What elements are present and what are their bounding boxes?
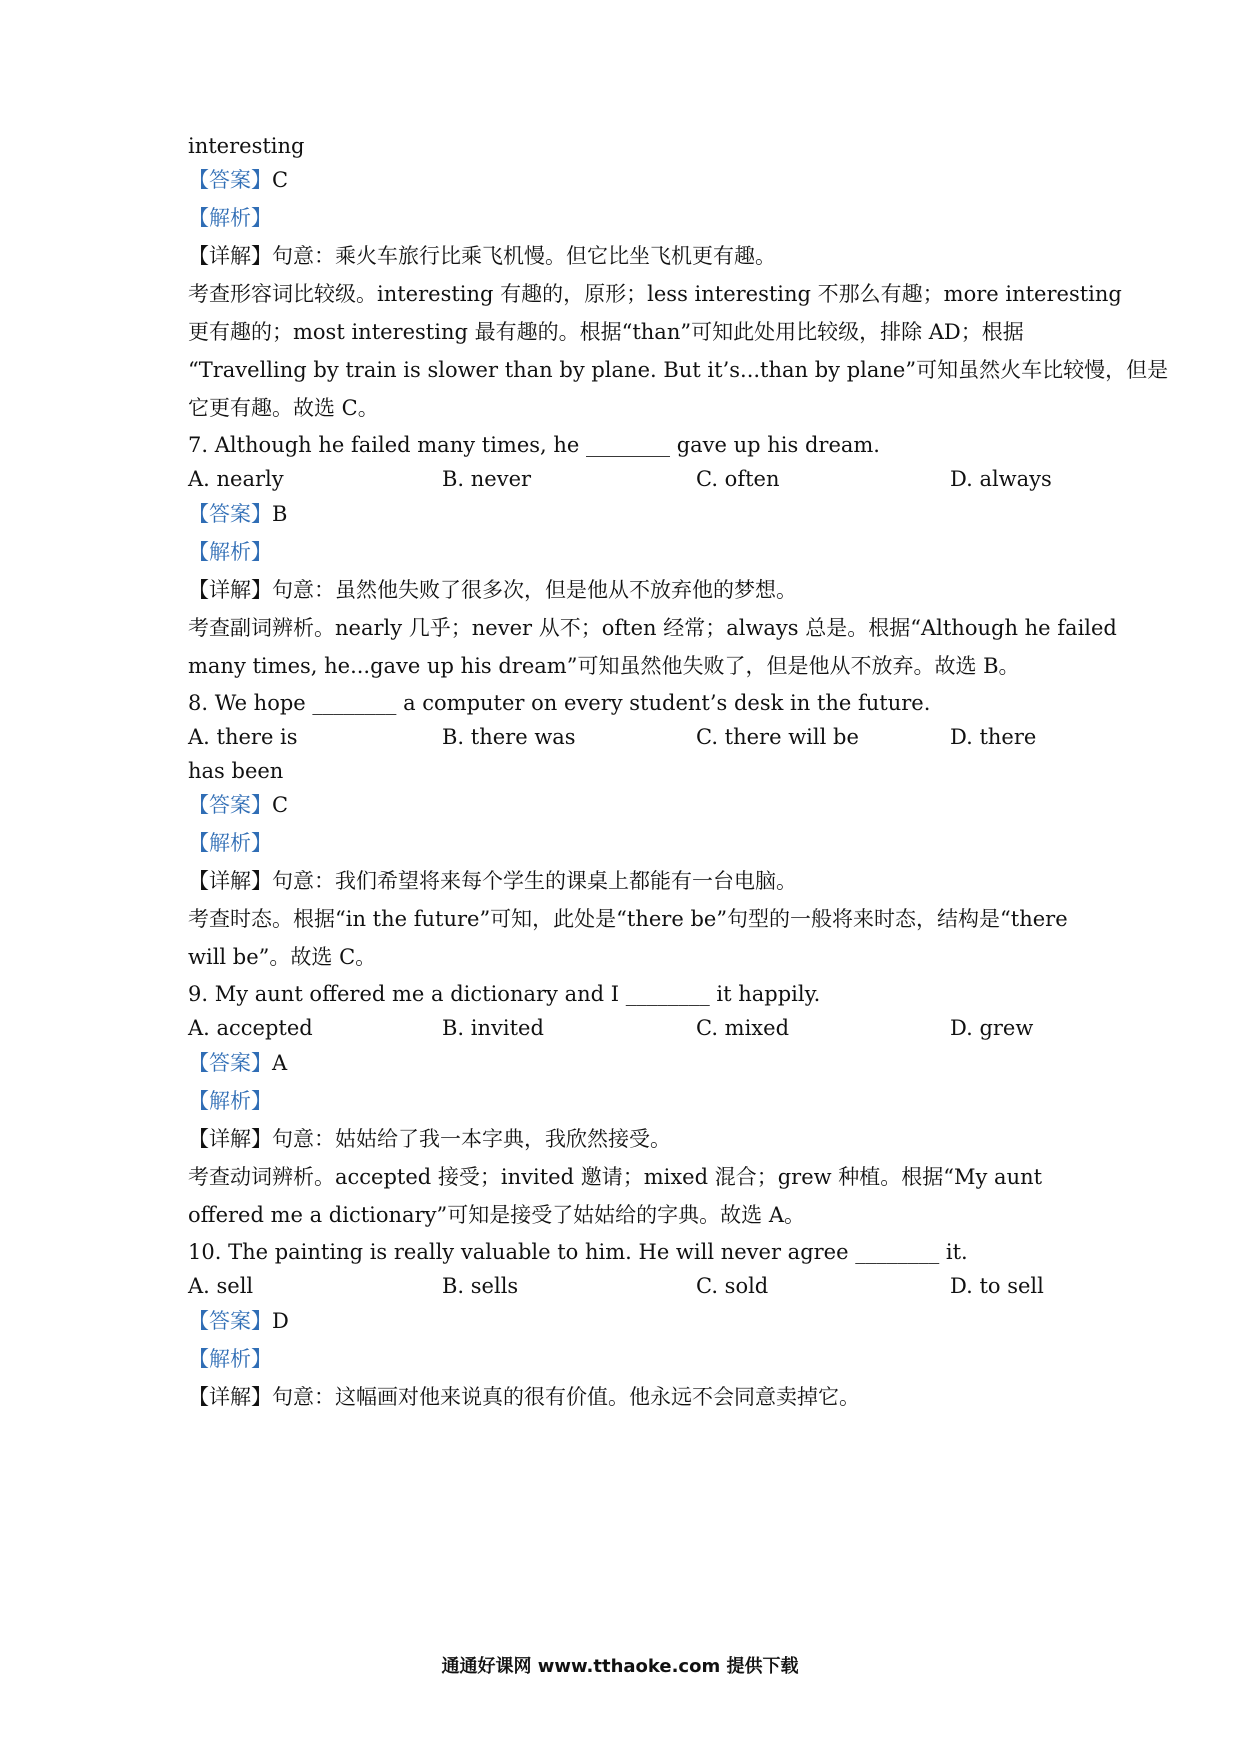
- q10-option-b: B. sells: [442, 1274, 519, 1298]
- q7-detail: 【详解】句意：虽然他失败了很多次，但是他从不放弃他的梦想。: [188, 578, 797, 602]
- answer-value: C: [272, 168, 289, 192]
- q10-stem: 10. The painting is really valuable to him. He will never agree ________ it.: [188, 1240, 968, 1264]
- q8-option-a: A. there is: [188, 725, 298, 749]
- q10-detail: 【详解】句意：这幅画对他来说真的很有价值。他永远不会同意卖掉它。: [188, 1385, 860, 1409]
- q7-option-a: A. nearly: [188, 467, 284, 491]
- q8-option-d-wrap: has been: [188, 759, 284, 783]
- q8-explanation-line: will be”。故选 C。: [188, 945, 377, 969]
- q6-option-continuation: interesting: [188, 134, 305, 158]
- q8-analysis-tag: 【解析】: [188, 831, 272, 855]
- q7-explanation-line: 考查副词辨析。nearly 几乎；never 从不；often 经常；always 总是。根据“Although he failed: [188, 616, 1117, 640]
- q6-explanation-line: 考查形容词比较级。interesting 有趣的，原形；less interesting 不那么有趣；more interesting: [188, 282, 1122, 306]
- q8-option-c: C. there will be: [696, 725, 859, 749]
- q7-explanation-line: many times, he...gave up his dream”可知虽然他失败了，但是他从不放弃。故选 B。: [188, 654, 1020, 678]
- q6-explanation-line: 它更有趣。故选 C。: [188, 396, 379, 420]
- q6-explanation-line: 更有趣的；most interesting 最有趣的。根据“than”可知此处用比较级，排除 AD；根据: [188, 320, 1024, 344]
- q9-stem: 9. My aunt offered me a dictionary and I ________ it happily.: [188, 982, 821, 1006]
- q9-answer: 【答案】A: [188, 1051, 288, 1075]
- q7-option-b: B. never: [442, 467, 532, 491]
- q9-analysis-tag: 【解析】: [188, 1089, 272, 1113]
- q7-option-d: D. always: [950, 467, 1052, 491]
- q9-option-c: C. mixed: [696, 1016, 790, 1040]
- q9-option-d: D. grew: [950, 1016, 1034, 1040]
- page-footer: 通通好课网 www.tthaoke.com 提供下载: [441, 1656, 799, 1677]
- q9-explanation-line: offered me a dictionary”可知是接受了姑姑给的字典。故选 A。: [188, 1203, 806, 1227]
- q6-analysis-tag: 【解析】: [188, 206, 272, 230]
- q6-explanation-line: “Travelling by train is slower than by plane. But it’s...than by plane”可知虽然火车比较慢，但是: [188, 358, 1169, 382]
- q10-option-d: D. to sell: [950, 1274, 1044, 1298]
- q7-option-c: C. often: [696, 467, 780, 491]
- q7-answer: 【答案】B: [188, 502, 288, 526]
- q6-detail: 【详解】句意：乘火车旅行比乘飞机慢。但它比坐飞机更有趣。: [188, 244, 776, 268]
- q8-stem: 8. We hope ________ a computer on every student’s desk in the future.: [188, 691, 931, 715]
- answer-tag: 【答案】: [188, 168, 272, 192]
- q9-detail: 【详解】句意：姑姑给了我一本字典，我欣然接受。: [188, 1127, 671, 1151]
- q7-stem: 7. Although he failed many times, he ________ gave up his dream.: [188, 433, 880, 457]
- q9-option-b: B. invited: [442, 1016, 544, 1040]
- q7-analysis-tag: 【解析】: [188, 540, 272, 564]
- q6-answer: [188, 165, 288, 195]
- q8-option-b: B. there was: [442, 725, 576, 749]
- q9-option-a: A. accepted: [188, 1016, 313, 1040]
- q10-option-a: A. sell: [188, 1274, 254, 1298]
- q10-option-c: C. sold: [696, 1274, 769, 1298]
- q10-answer: 【答案】D: [188, 1309, 289, 1333]
- q8-explanation-line: 考查时态。根据“in the future”可知，此处是“there be”句型的一般将来时态，结构是“there: [188, 907, 1068, 931]
- q8-answer: 【答案】C: [188, 793, 289, 817]
- q9-explanation-line: 考查动词辨析。accepted 接受；invited 邀请；mixed 混合；grew 种植。根据“My aunt: [188, 1165, 1043, 1189]
- q8-detail: 【详解】句意：我们希望将来每个学生的课桌上都能有一台电脑。: [188, 869, 797, 893]
- q8-option-d: D. there: [950, 725, 1037, 749]
- q10-analysis-tag: 【解析】: [188, 1347, 272, 1371]
